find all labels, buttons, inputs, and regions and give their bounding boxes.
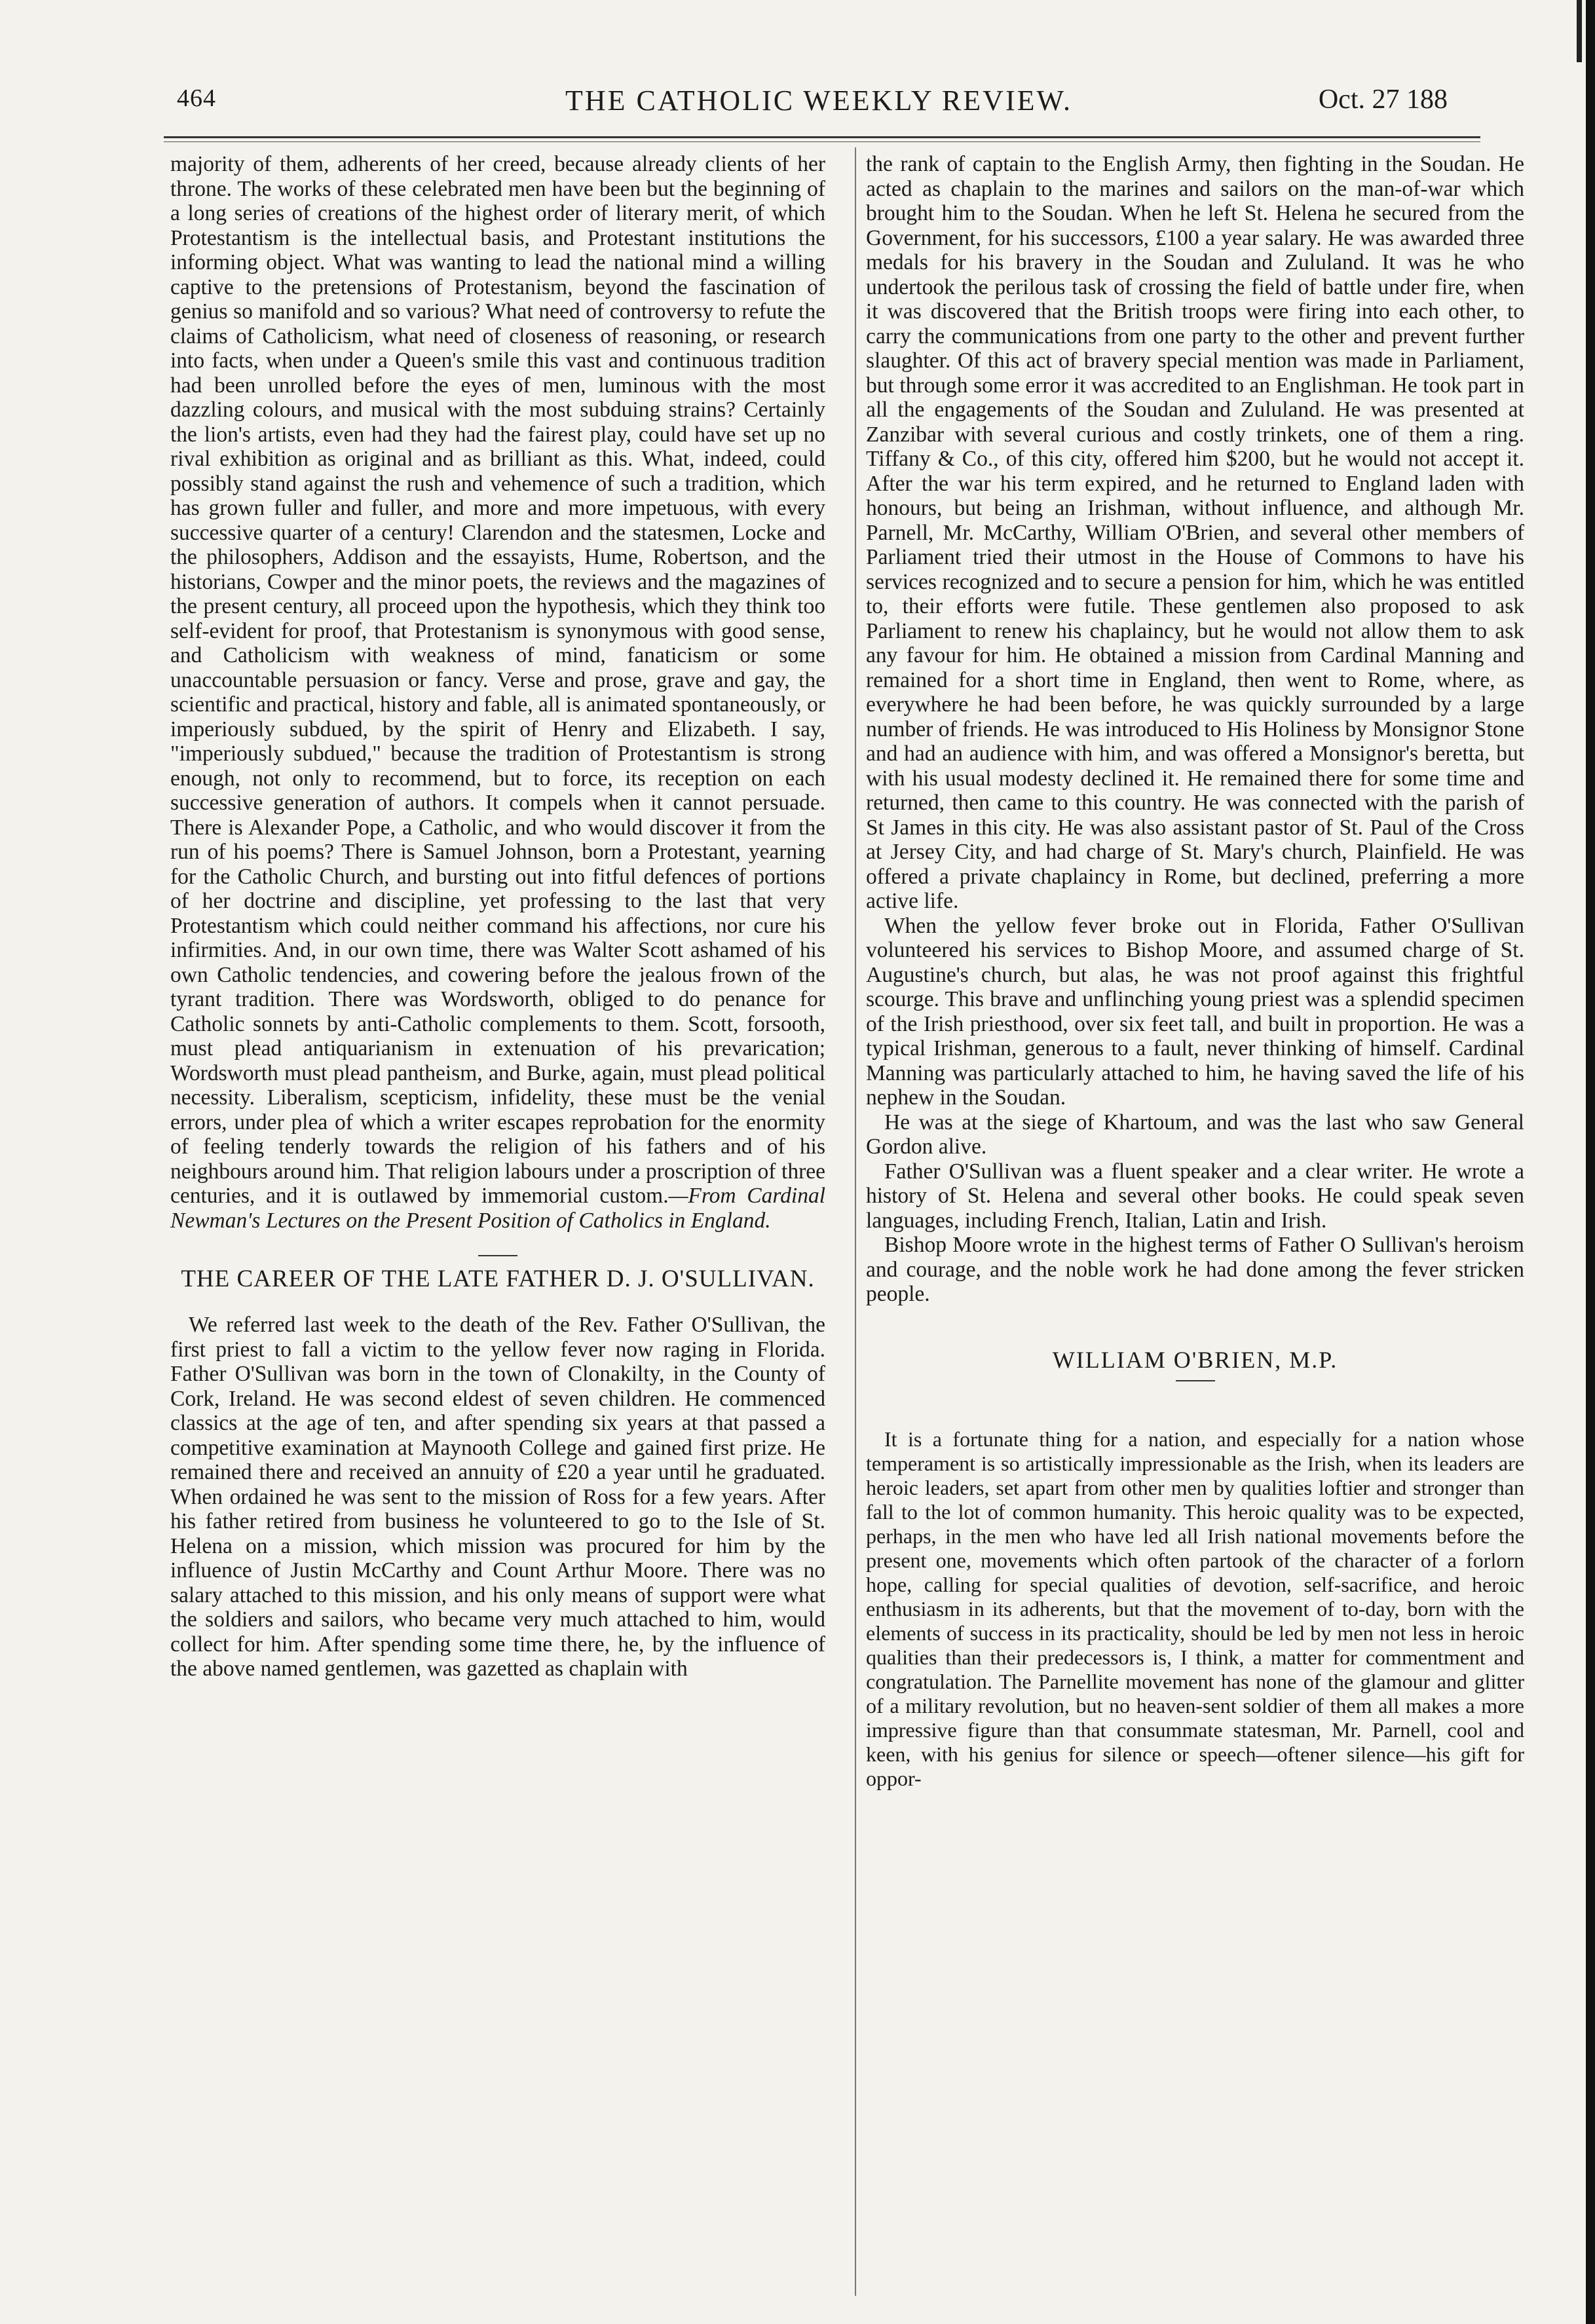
article-paragraph: We referred last week to the death of the Rev. Father O'Sullivan, the first priest to fall a victim to the yellow fever now raging in Florida. Father O'Sullivan was born in the town of Clonakilty, in the County of Cork, Ireland. He was second eldest of seven children. He commenced classics at the age of ten, and after spending six years at that passed a competitive examination at Maynooth College and gained first prize. He remained there and received an annuity of £20 a year until he graduated. When ordained he was sent to the mission of Ross for a few years. After his father retired from business he volunteered to go to the Isle of St. Helena on a mission, which mission was procured for him by the influence of Justin McCarthy and Count Arthur Moore. There was no salary attached to this mission, and his only means of support were what the soldiers and sailors, who became very much attached to him, would collect for him. After spending some time there, he, by the influence of the above named gentlemen, was gazetted as chaplain with (170, 1313, 825, 1681)
article-paragraph: It is a fortunate thing for a nation, and especially for a nation whose temperament is so artistically impressionable as the Irish, when its leaders are heroic leaders, set apart from other men by qualities loftier and stronger than fall to the lot of common humanity. This heroic quality was to be expected, perhaps, in the men who have led all Irish national movements before the present one, movements which often partook of the character of a forlorn hope, calling for special qualities of devotion, self-sacrifice, and heroic enthusiasm in its adherents, but that the movement of to-day, born with the elements of success in its practicality, should be led by men not less in heroic qualities than their predecessors is, I think, a matter for commentment and congratulation. The Parnellite movement has none of the glamour and glitter of a military revolution, but no heaven-sent soldier of them all makes a more impressive figure than that consummate statesman, Mr. Parnell, cool and keen, with his genius for silence or speech—oftener silence—his gift for oppor- (866, 1427, 1524, 1790)
article-paragraph (170, 152, 825, 1233)
header-rule (164, 136, 1480, 142)
page-header (177, 84, 1461, 130)
left-column (170, 152, 825, 1681)
binding-edge (1586, 0, 1595, 2324)
article-heading (170, 1255, 825, 1293)
heading-rule (1176, 1380, 1215, 1381)
issue-date: Oct. 27 188 (1318, 84, 1448, 115)
binding-edge-stub (1577, 0, 1582, 62)
article-paragraph: Bishop Moore wrote in the highest terms of Father O Sullivan's heroism and courage, and the noble work he had done among the fever stricken people. (866, 1233, 1524, 1306)
newman-citation: —From Cardinal Newman's Lectures on the Present Position of Catholics in England. (170, 1184, 825, 1233)
article-paragraph: the rank of captain to the English Army, then fighting in the Soudan. He acted as chaplain to the marines and sailors on the man-of-war which brought him to the Soudan. When he left St. Helena he secured from the Government, for his successors, £100 a year salary. He was awarded three medals for his bravery in the Soudan and Zululand. It was he who undertook the perilous task of crossing the field of battle under fire, when it was discovered that the British troops were firing into each other, to carry the communications from one party to the other and prevent further slaughter. Of this act of bravery special mention was made in Parliament, but through some error it was accredited to an Englishman. He took part in all the engagements of the Soudan and Zululand. He was presented at Zanzibar with several curious and costly trinkets, one of them a ring. Tiffany & Co., of this city, offered him $200, but he would not accept it. After the war his term expired, and he returned to England laden with honours, but being an Irishman, without influence, and although Mr. Parnell, Mr. McCarthy, William O'Brien, and several other members of Parliament tried their utmost in the House of Commons to have his services recognized and to secure a pension for him, which he was entitled to, their efforts were futile. These gentlemen also proposed to ask Parliament to renew his chaplaincy, but he would not allow them to ask any favour for him. He obtained a mission from Cardinal Manning and remained for a short time in England, then went to Rome, where, as everywhere he had been before, he was quickly surrounded by a large number of friends. He was introduced to His Holiness by Monsignor Stone and had an audience with him, and was offered a Monsignor's beretta, but with his usual modesty declined it. He remained there for some time and returned, then came to this country. He was connected with the parish of St James in this city. He was also assistant pastor of St. Paul of the Cross at Jersey City, and had charge of St. Mary's church, Plainfield. He was offered a private chaplaincy in Rome, but declined, preferring a more active life. (866, 152, 1524, 913)
right-column (866, 152, 1524, 1791)
article-paragraph: He was at the siege of Khartoum, and was the last who saw General Gordon alive. (866, 1110, 1524, 1159)
page-number: 464 (177, 84, 216, 112)
article-paragraph: Father O'Sullivan was a fluent speaker and a clear writer. He wrote a history of St. Helena and several other books. He could speak seven languages, including French, Italian, Latin and Irish. (866, 1159, 1524, 1233)
article-heading (866, 1346, 1524, 1381)
osullivan-heading: THE CAREER OF THE LATE FATHER D. J. O'SULLIVAN. (181, 1265, 815, 1292)
article-paragraph: When the yellow fever broke out in Florida, Father O'Sullivan volunteered his services to Bishop Moore, and assumed charge of St. Augustine's church, but alas, he was not proof against this frightful scourge. This brave and unflinching young priest was a splendid specimen of the Irish priesthood, over six feet tall, and built in proportion. He was a typical Irishman, generous to a fault, never thinking of himself. Cardinal Manning was particularly attached to him, he having saved the life of his nephew in the Soudan. (866, 913, 1524, 1110)
heading-rule (478, 1255, 517, 1256)
journal-title: THE CATHOLIC WEEKLY REVIEW. (565, 84, 1072, 117)
obrien-heading: WILLIAM O'BRIEN, M.P. (1052, 1346, 1338, 1373)
column-divider (855, 147, 856, 2296)
newman-excerpt: majority of them, adherents of her creed, because already clients of her throne. The works of these celebrated men have been but the beginning of a long series of creations of the highest order of literary merit, of which Protestantism is the intellectual basis, and Protestant institutions the informing object. What was wanting to lead the national mind a willing captive to the pretensions of Protestanism, beyond the fascination of genius so manifold and so various? What need of controversy to refute the claims of Catholicism, what need of closeness of reasoning, or research into facts, when under a Queen's smile this vast and continuous tradition had been unrolled before the eyes of men, luminous with the most dazzling colours, and musical with the most subduing strains? Certainly the lion's artists, even had they had the fairest play, could have set up no rival exhibition as original and as brilliant as this. What, indeed, could possibly stand against the rush and vehemence of such a tradition, which has grown fuller and fuller, and more and more impetuous, with every successive quarter of a century! Clarendon and the statesmen, Locke and the philosophers, Addison and the essayists, Hume, Robertson, and the historians, Cowper and the minor poets, the reviews and the magazines of the present century, all proceed upon the hypothesis, which they think too self-evident for proof, that Protestanism is synonymous with good sense, and Catholicism with weakness of mind, fanaticism or some unaccountable persuasion or fancy. Verse and prose, grave and gay, the scientific and practical, history and fable, all is animated spontaneously, or imperiously subdued, by the spirit of Henry and Elizabeth. I say, "imperiously subdued," because the tradition of Protestantism is strong enough, not only to recommend, but to force, its reception on each successive generation of authors. It compels when it cannot persuade. There is Alexander Pope, a Catholic, and who would discover it from the run of his poems? There is Samuel Johnson, born a Protestant, yearning for the Catholic Church, and bursting out into fitful defences of portions of her doctrine and discipline, yet professing to the last that very Protestantism which could neither command his affections, nor cure his infirmities. And, in our own time, there was Walter Scott ashamed of his own Catholic tendencies, and cowering before the jealous frown of the tyrant tradition. There was Wordsworth, obliged to do penance for Catholic sonnets by anti-Catholic complements to them. Scott, forsooth, must plead antiquarianism in extenuation of his prevarication; Wordsworth must plead pantheism, and Burke, again, must plead political necessity. Liberalism, scepticism, infidelity, these must be the venial errors, under plea of which a writer escapes reprobation for the enormity of feeling tenderly towards the religion of his fathers and of his neighbours around him. That religion labours under a proscription of three centuries, and it is outlawed by immemorial custom. (170, 152, 825, 1208)
